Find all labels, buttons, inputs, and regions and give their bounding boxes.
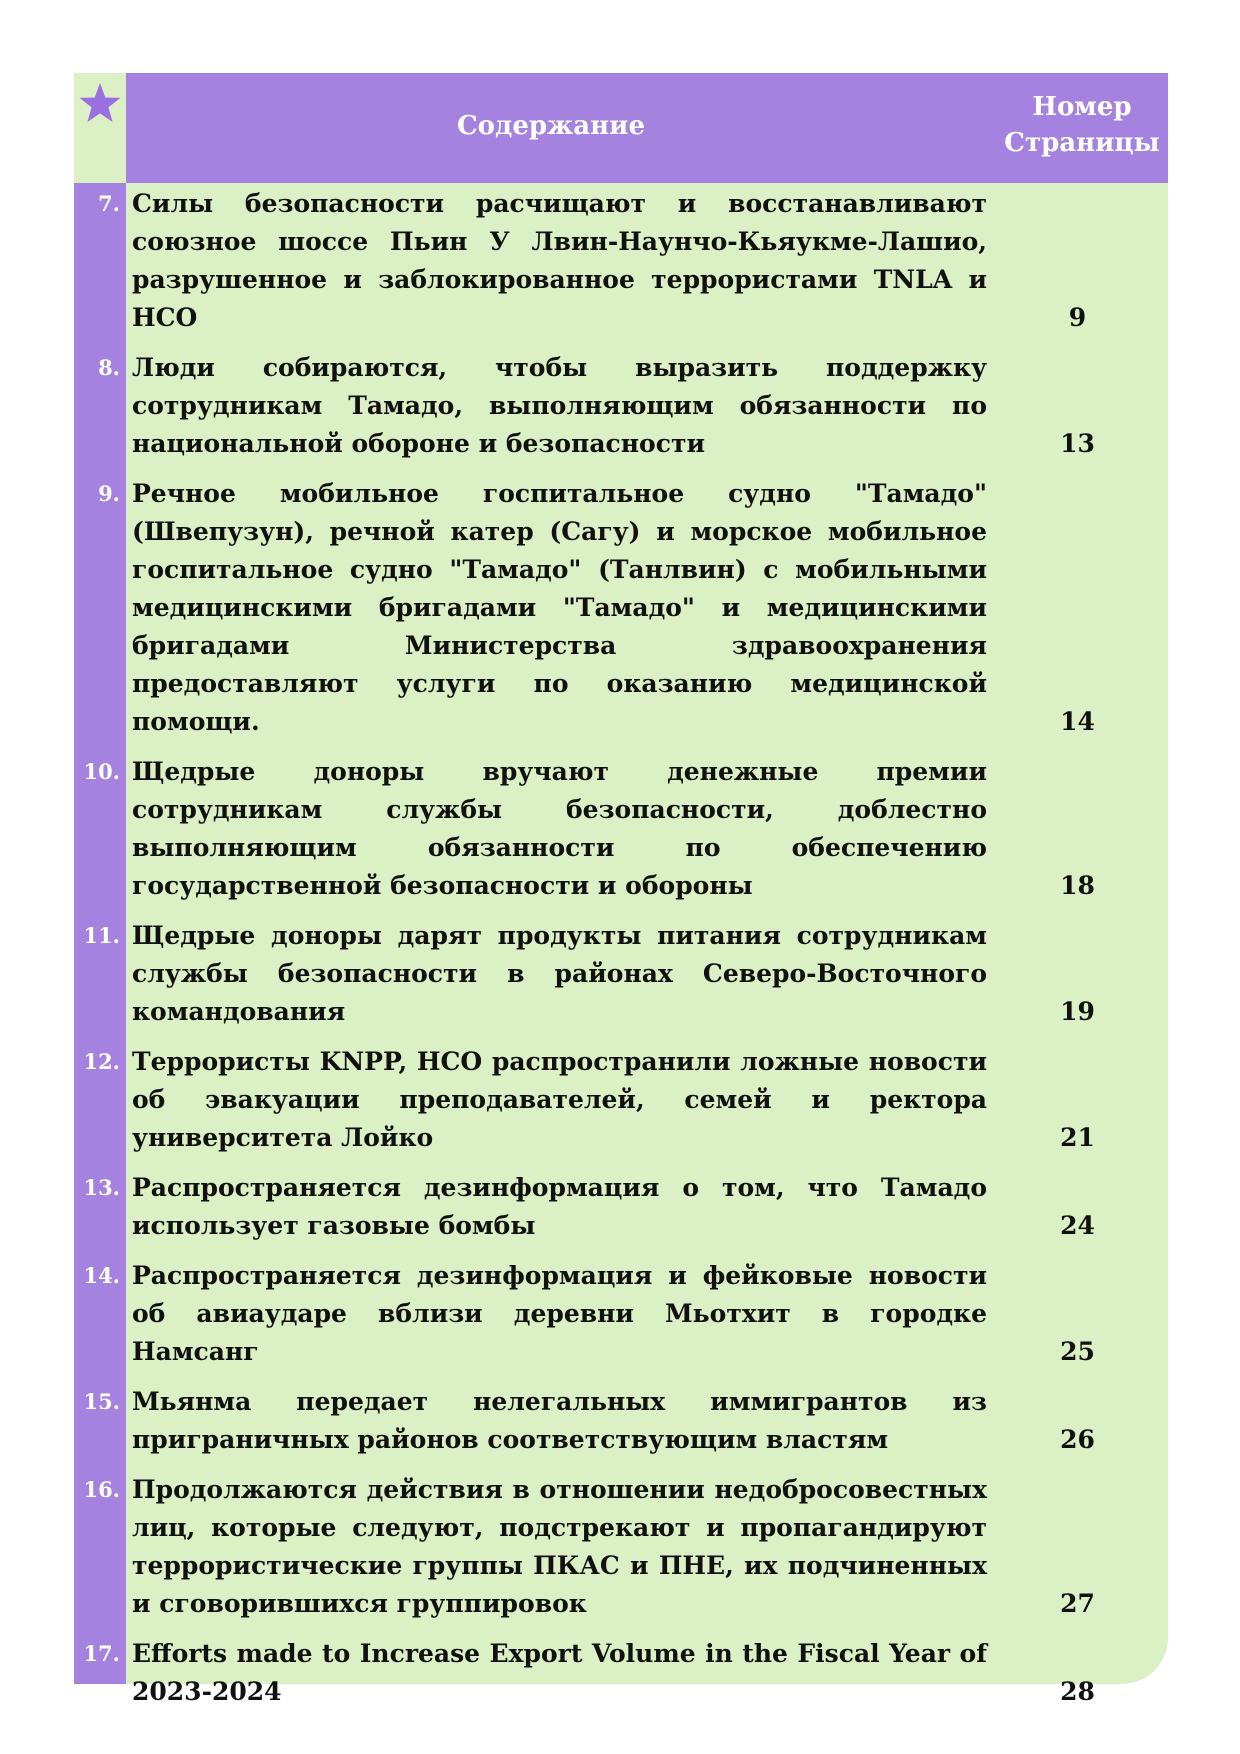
toc-entry[interactable]: [74, 1043, 1168, 1157]
toc-entry[interactable]: [74, 917, 1168, 1031]
toc-entry[interactable]: [74, 753, 1168, 905]
entry-number: 9.: [98, 481, 120, 506]
entry-page[interactable]: 18: [1060, 871, 1095, 900]
entry-page[interactable]: 27: [1060, 1589, 1095, 1618]
entry-number: 14.: [83, 1263, 120, 1288]
entry-number: 12.: [83, 1049, 120, 1074]
toc-entry[interactable]: [74, 1635, 1168, 1711]
toc-entry[interactable]: [74, 1169, 1168, 1245]
entry-number: 8.: [98, 355, 120, 380]
entry-number: 7.: [98, 191, 120, 216]
entry-title[interactable]: Люди собираются, чтобы выразить поддержку сотрудникам Тамадо, выполняющим обязанности по национальной обороне и безопасности: [132, 353, 987, 458]
entry-page[interactable]: 26: [1060, 1425, 1095, 1454]
toc-title: Содержание: [456, 111, 646, 141]
toc-entry[interactable]: [74, 1257, 1168, 1371]
entry-number: 11.: [83, 923, 120, 948]
table-of-contents: [74, 73, 1168, 1706]
page-number-header: [996, 89, 1168, 161]
entry-page[interactable]: 21: [1060, 1123, 1095, 1152]
toc-entry[interactable]: [74, 1471, 1168, 1623]
entry-page[interactable]: 14: [1060, 707, 1095, 736]
entry-number: 16.: [83, 1477, 120, 1502]
entry-title[interactable]: Террористы KNPP, НСО распространили ложные новости об эвакуации преподавателей, семей и ректора университета Лойко: [132, 1047, 987, 1152]
entry-title[interactable]: Распространяется дезинформация и фейковые новости об авиаударе вблизи деревни Мьотхит в городке Намсанг: [132, 1261, 987, 1366]
entry-page[interactable]: 19: [1060, 997, 1095, 1026]
toc-entry[interactable]: [74, 1383, 1168, 1459]
page-number-header-line1: Номер: [1032, 92, 1132, 122]
entry-title[interactable]: Распространяется дезинформация о том, что Тамадо использует газовые бомбы: [132, 1173, 987, 1240]
entry-title[interactable]: Мьянма передает нелегальных иммигрантов из приграничных районов соответствующим властям: [132, 1387, 987, 1454]
entry-title[interactable]: Efforts made to Increase Export Volume in the Fiscal Year of 2023-2024: [132, 1639, 987, 1706]
entry-title[interactable]: Щедрые доноры вручают денежные премии сотрудникам службы безопасности, доблестно выполняющим обязанности по обеспечению государственной безопасности и обороны: [132, 757, 987, 900]
toc-header: [126, 73, 1168, 183]
entry-number: 10.: [83, 759, 120, 784]
entry-page[interactable]: 9: [1068, 303, 1087, 332]
page-number-header-line2: Страницы: [1004, 128, 1160, 158]
entry-title[interactable]: Щедрые доноры дарят продукты питания сотрудникам службы безопасности в районах Северо-Восточного командования: [132, 921, 987, 1026]
star-icon: [78, 81, 122, 125]
entry-title[interactable]: Речное мобильное госпитальное судно "Тамадо" (Швепузун), речной катер (Сагу) и морское мобильное госпитальное судно "Тамадо" (Танлвин) с мобильными медицинскими бригадами "Тамадо" и медицинскими бригадами Министерства здравоохранения предоставляют услуги по оказанию медицинской помощи.: [132, 479, 987, 736]
entry-number: 13.: [83, 1175, 120, 1200]
entry-number: 15.: [83, 1389, 120, 1414]
entry-page[interactable]: 25: [1060, 1337, 1095, 1366]
header-corner: [74, 73, 126, 183]
entry-page[interactable]: 24: [1060, 1211, 1095, 1240]
entry-page[interactable]: 13: [1060, 429, 1095, 458]
entry-title[interactable]: Продолжаются действия в отношении недобросовестных лиц, которые следуют, подстрекают и пропагандируют террористические группы ПКАС и ПНЕ, их подчиненных и сговорившихся группировок: [132, 1475, 987, 1618]
toc-entry[interactable]: [74, 349, 1168, 463]
entry-title[interactable]: Силы безопасности расчищают и восстанавливают союзное шоссе Пьин У Лвин-Наунчо-Кьяукме-Лашио, разрушенное и заблокированное террористами TNLA и НСО: [132, 189, 987, 332]
toc-entry[interactable]: [74, 185, 1168, 337]
entry-number: 17.: [83, 1641, 120, 1666]
toc-entry[interactable]: [74, 475, 1168, 741]
entry-page[interactable]: 28: [1060, 1677, 1095, 1706]
toc-entries: [74, 185, 1168, 1723]
